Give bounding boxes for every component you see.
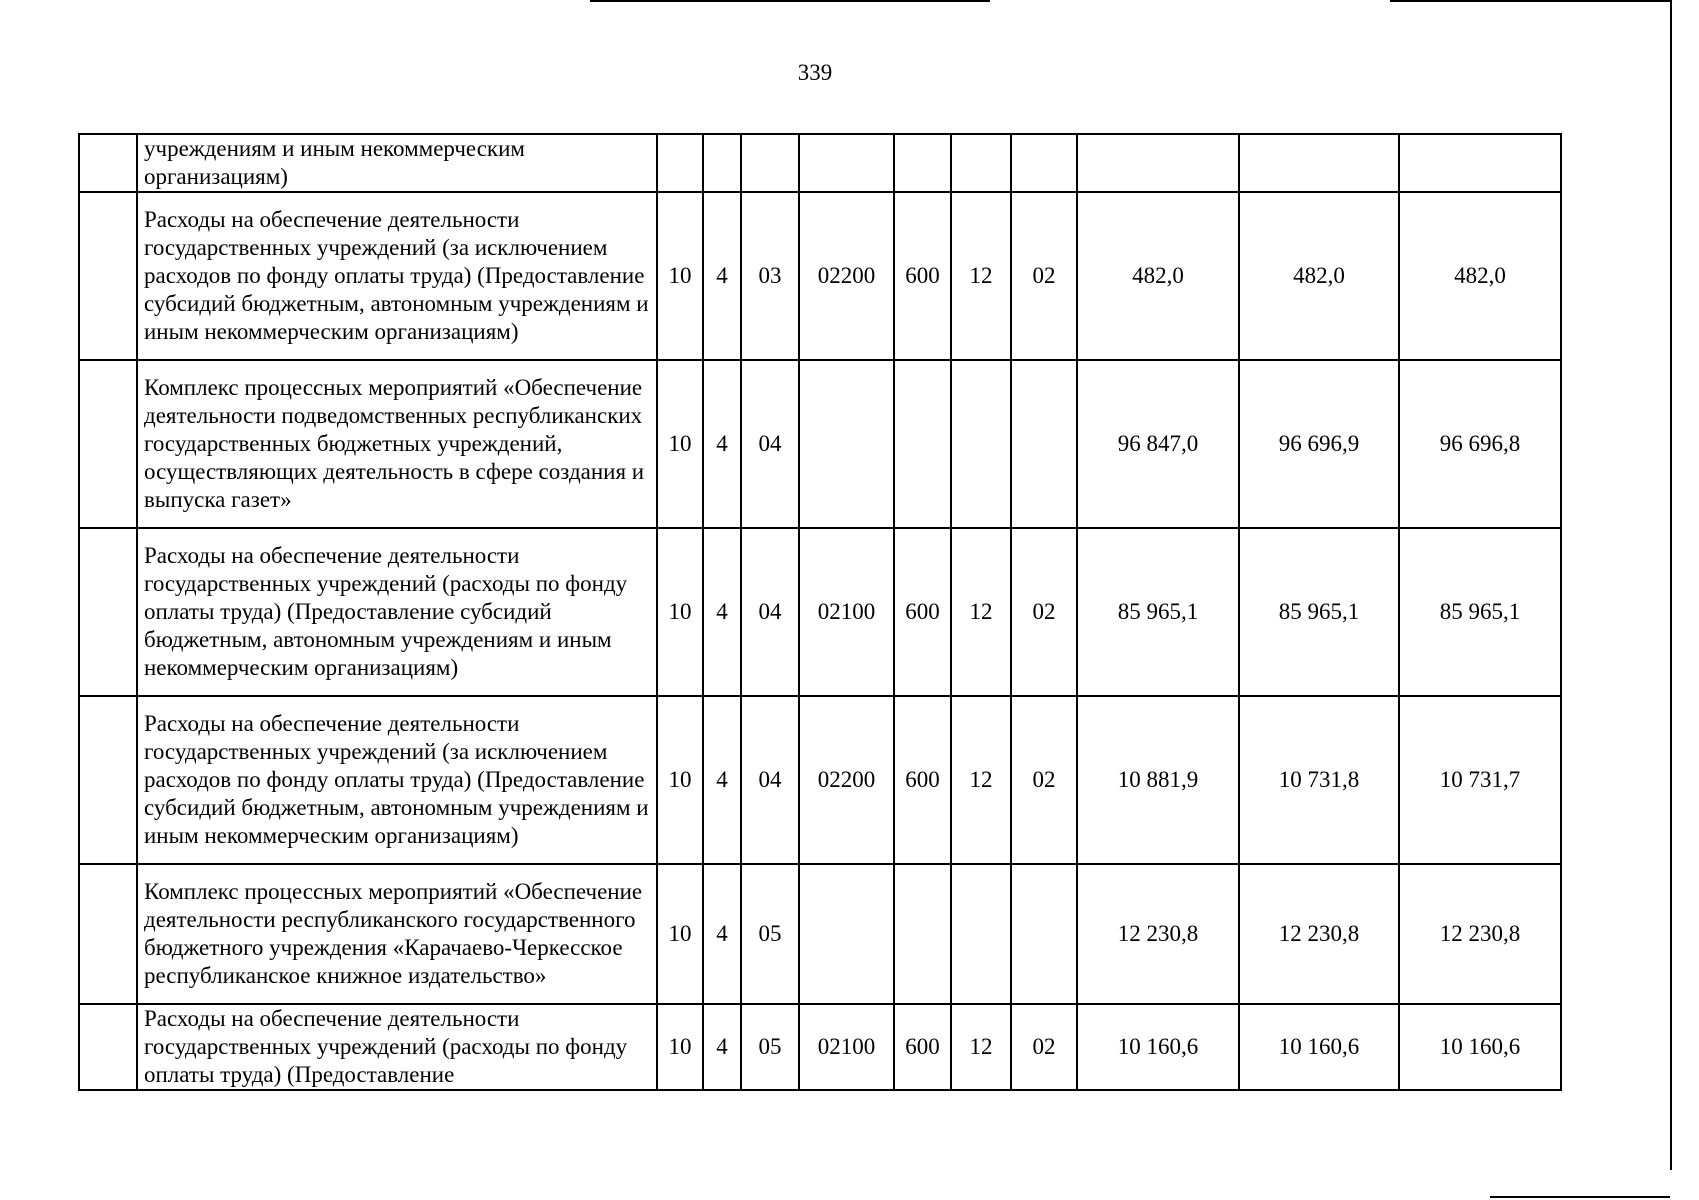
description-cell: Расходы на обеспечение деятельности государственных учреждений (расходы по фонду оплаты труда) (Предоставление <box>137 1004 657 1090</box>
amount-cell: 96 696,9 <box>1239 360 1399 528</box>
description-cell: учреждениям и иным некоммерческим организациям) <box>137 134 657 192</box>
code-cell <box>1011 134 1077 192</box>
scan-border-bottom <box>1490 1196 1670 1198</box>
code-cell: 10 <box>657 192 703 360</box>
code-cell: 02200 <box>799 192 894 360</box>
code-cell: 600 <box>894 192 951 360</box>
amount-cell: 96 847,0 <box>1077 360 1239 528</box>
code-cell <box>951 360 1011 528</box>
table-row <box>79 696 1561 864</box>
code-cell <box>1011 864 1077 1004</box>
row-number-cell <box>79 864 137 1004</box>
code-cell <box>1011 360 1077 528</box>
table-row <box>79 528 1561 696</box>
scan-border-top-right <box>1390 0 1670 2</box>
amount-cell: 85 965,1 <box>1239 528 1399 696</box>
code-cell: 4 <box>703 696 741 864</box>
description-cell: Комплекс процессных мероприятий «Обеспечение деятельности республиканского государственного бюджетного учреждения «Карачаево-Черкесское республиканское книжное издательство» <box>137 864 657 1004</box>
code-cell <box>799 360 894 528</box>
amount-cell: 12 230,8 <box>1399 864 1561 1004</box>
page-number: 339 <box>797 60 833 85</box>
description-cell: Расходы на обеспечение деятельности государственных учреждений (расходы по фонду оплаты труда) (Предоставление субсидий бюджетным, автономным учреждениям и иным некоммерческим организациям) <box>137 528 657 696</box>
code-cell: 02 <box>1011 1004 1077 1090</box>
code-cell: 02 <box>1011 696 1077 864</box>
code-cell: 10 <box>657 864 703 1004</box>
code-cell: 12 <box>951 192 1011 360</box>
code-cell <box>894 360 951 528</box>
amount-cell: 10 731,8 <box>1239 696 1399 864</box>
code-cell: 10 <box>657 696 703 864</box>
code-cell <box>894 864 951 1004</box>
code-cell <box>951 134 1011 192</box>
code-cell: 4 <box>703 192 741 360</box>
code-cell: 02200 <box>799 696 894 864</box>
description-cell: Расходы на обеспечение деятельности государственных учреждений (за исключением расходов по фонду оплаты труда) (Предоставление субсидий бюджетным, автономным учреждениям и иным некоммерческим организациям) <box>137 696 657 864</box>
amount-cell: 482,0 <box>1077 192 1239 360</box>
code-cell: 12 <box>951 1004 1011 1090</box>
amount-cell: 10 881,9 <box>1077 696 1239 864</box>
code-cell <box>741 134 799 192</box>
amount-cell: 10 731,7 <box>1399 696 1561 864</box>
row-number-cell <box>79 360 137 528</box>
budget-table <box>78 133 1562 1091</box>
table-row <box>79 134 1561 192</box>
code-cell: 600 <box>894 528 951 696</box>
amount-cell: 10 160,6 <box>1399 1004 1561 1090</box>
code-cell: 12 <box>951 696 1011 864</box>
code-cell: 4 <box>703 864 741 1004</box>
description-cell: Расходы на обеспечение деятельности государственных учреждений (за исключением расходов по фонду оплаты труда) (Предоставление субсидий бюджетным, автономным учреждениям и иным некоммерческим организациям) <box>137 192 657 360</box>
code-cell: 4 <box>703 528 741 696</box>
row-number-cell <box>79 528 137 696</box>
row-number-cell <box>79 1004 137 1090</box>
code-cell: 05 <box>741 1004 799 1090</box>
amount-cell: 482,0 <box>1239 192 1399 360</box>
amount-cell: 10 160,6 <box>1239 1004 1399 1090</box>
code-cell <box>799 864 894 1004</box>
code-cell: 03 <box>741 192 799 360</box>
amount-cell: 12 230,8 <box>1239 864 1399 1004</box>
code-cell <box>951 864 1011 1004</box>
table-row <box>79 192 1561 360</box>
code-cell: 02 <box>1011 528 1077 696</box>
code-cell: 4 <box>703 1004 741 1090</box>
amount-cell: 10 160,6 <box>1077 1004 1239 1090</box>
code-cell <box>657 134 703 192</box>
scan-border-top <box>590 0 990 2</box>
scan-border-right <box>1670 0 1672 1170</box>
code-cell: 02 <box>1011 192 1077 360</box>
amount-cell: 85 965,1 <box>1399 528 1561 696</box>
table-row <box>79 864 1561 1004</box>
code-cell: 04 <box>741 528 799 696</box>
code-cell: 600 <box>894 696 951 864</box>
code-cell: 05 <box>741 864 799 1004</box>
code-cell: 02100 <box>799 1004 894 1090</box>
code-cell: 02100 <box>799 528 894 696</box>
amount-cell <box>1239 134 1399 192</box>
amount-cell: 12 230,8 <box>1077 864 1239 1004</box>
row-number-cell <box>79 134 137 192</box>
row-number-cell <box>79 696 137 864</box>
table-row <box>79 1004 1561 1090</box>
code-cell: 04 <box>741 360 799 528</box>
amount-cell <box>1399 134 1561 192</box>
code-cell: 10 <box>657 528 703 696</box>
code-cell: 10 <box>657 360 703 528</box>
table-body <box>79 134 1561 1090</box>
amount-cell: 85 965,1 <box>1077 528 1239 696</box>
amount-cell: 482,0 <box>1399 192 1561 360</box>
row-number-cell <box>79 192 137 360</box>
code-cell <box>894 134 951 192</box>
code-cell <box>703 134 741 192</box>
code-cell: 10 <box>657 1004 703 1090</box>
table-row <box>79 360 1561 528</box>
amount-cell <box>1077 134 1239 192</box>
code-cell: 12 <box>951 528 1011 696</box>
code-cell <box>799 134 894 192</box>
code-cell: 04 <box>741 696 799 864</box>
code-cell: 4 <box>703 360 741 528</box>
description-cell: Комплекс процессных мероприятий «Обеспечение деятельности подведомственных республиканских государственных бюджетных учреждений, осуществляющих деятельность в сфере создания и выпуска газет» <box>137 360 657 528</box>
amount-cell: 96 696,8 <box>1399 360 1561 528</box>
code-cell: 600 <box>894 1004 951 1090</box>
